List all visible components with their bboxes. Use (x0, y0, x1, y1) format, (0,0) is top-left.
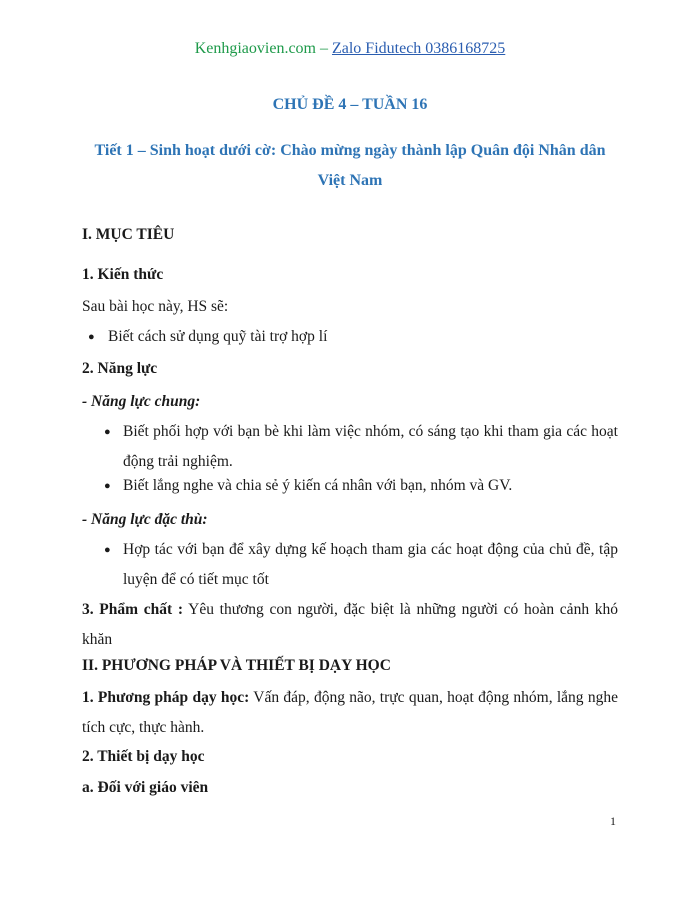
equipment-heading: 2. Thiết bị dạy học (82, 748, 205, 765)
bullet-dot-icon: ● (104, 480, 111, 492)
general-competence-heading: - Năng lực chung: (82, 393, 201, 410)
quality-label: 3. Phẩm chất : (82, 601, 184, 618)
general-competence-bullet (104, 471, 618, 501)
site-name[interactable]: Kenhgiaovien.com (194, 40, 316, 57)
knowledge-heading: 1. Kiến thức (82, 266, 164, 283)
header-separator: – (315, 40, 332, 57)
competence-heading: 2. Năng lực (82, 360, 158, 377)
bullet-text: Biết cách sử dụng quỹ tài trợ hợp lí (108, 328, 328, 345)
section-2-heading: II. PHƯƠNG PHÁP VÀ THIẾT BỊ DẠY HỌC (82, 657, 391, 674)
section-1-heading: I. MỤC TIÊU (82, 226, 175, 243)
teacher-equipment-heading: a. Đối với giáo viên (82, 779, 209, 796)
page-number: 1 (610, 814, 616, 828)
method-label: 1. Phương pháp dạy học: (82, 689, 250, 706)
bullet-dot-icon: ● (88, 331, 95, 343)
bullet-text: Biết lắng nghe và chia sẻ ý kiến cá nhân với bạn, nhóm và GV. (123, 477, 513, 494)
quality-text: Yêu thương con người, đặc biệt là những người có hoàn cảnh khó khăn (82, 601, 618, 648)
zalo-contact-link[interactable]: Zalo Fidutech 0386168725 (331, 40, 506, 57)
header-banner (0, 40, 700, 58)
specific-competence-bullet (104, 535, 618, 595)
knowledge-intro: Sau bài học này, HS sẽ: (82, 298, 229, 315)
quality-paragraph (82, 595, 618, 655)
method-paragraph (82, 683, 618, 743)
bullet-text: Hợp tác với bạn để xây dựng kế hoạch tham gia các hoạt động của chủ đề, tập luyện để có tiết mục tốt (123, 541, 618, 588)
specific-competence-heading: - Năng lực đặc thù: (82, 511, 208, 528)
bullet-text: Biết phối hợp với bạn bè khi làm việc nhóm, có sáng tạo khi tham gia các hoạt động trải nghiệm. (123, 423, 618, 470)
general-competence-bullet (104, 417, 618, 477)
lesson-title: Tiết 1 – Sinh hoạt dưới cờ: Chào mừng ngày thành lập Quân đội Nhân dân Việt Nam (94, 142, 606, 189)
topic-title: CHỦ ĐỀ 4 – TUẦN 16 (272, 96, 428, 113)
bullet-dot-icon: ● (104, 544, 111, 556)
knowledge-bullet-item (88, 322, 618, 352)
method-text: Vấn đáp, động não, trực quan, hoạt động nhóm, lắng nghe tích cực, thực hành. (82, 689, 618, 736)
bullet-dot-icon: ● (104, 426, 111, 438)
